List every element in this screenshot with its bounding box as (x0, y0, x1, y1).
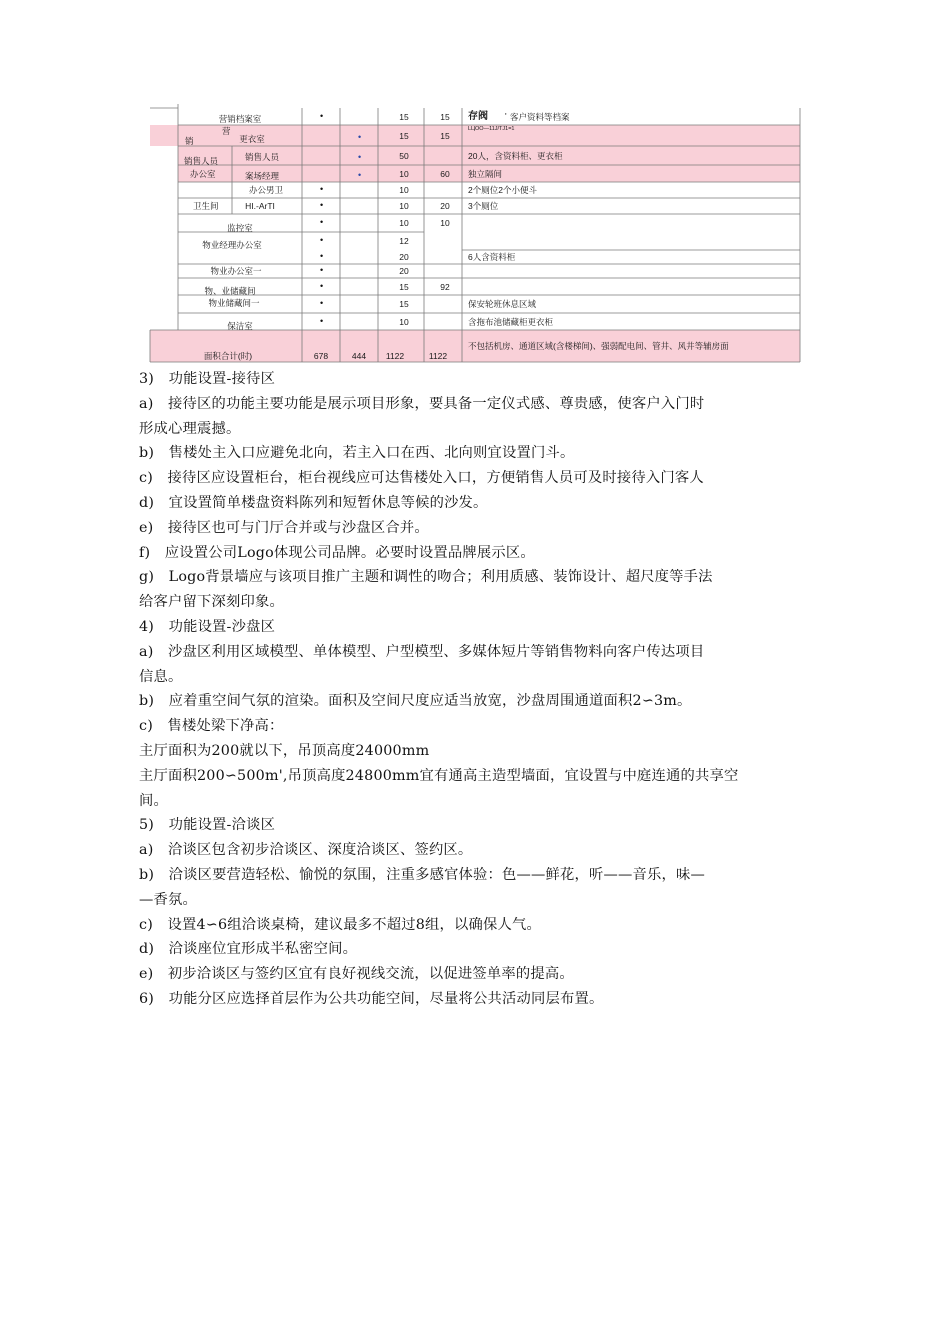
check-mark: • (358, 131, 362, 142)
paragraph-line: e) 接待区也可与门厅合并或与沙盘区合并。 (139, 519, 429, 536)
row-name: 物、业储藏间 (204, 285, 256, 296)
check-mark: • (320, 251, 324, 261)
group-label-xiao: 销 (185, 136, 194, 146)
row-name: 监控室 (227, 223, 253, 233)
paragraph-line: d) 洽谈座位宜形成半私密空间。 (139, 941, 358, 958)
check-mark: • (320, 200, 324, 210)
paragraph-line: —香氛。 (139, 891, 197, 908)
group-label: 办公室 (190, 169, 216, 179)
area-value: 15 (399, 130, 409, 141)
row-name: 物业办公室一 (210, 266, 262, 276)
paragraph-line: b) 洽谈区要营造轻松、愉悦的氛围，注重多感官体验：色——鲜花，听——音乐，味— (139, 866, 706, 883)
check-mark: • (320, 110, 324, 121)
table-grid (0, 0, 950, 365)
area-value: 20 (399, 252, 409, 262)
row-name: 保洁室 (227, 320, 253, 331)
paragraph-line: 5) 功能设置-洽谈区 (139, 817, 276, 834)
subtotal-value: 92 (440, 281, 450, 292)
paragraph-line: g) Logo背景墙应与该项目推广主题和调性的吻合；利用质感、装饰设计、超尺度等手法 (139, 569, 713, 586)
remark-prefix: 存阀 (468, 110, 488, 122)
row-remark: 客户资料等档案 (510, 111, 570, 122)
area-value: 12 (399, 236, 409, 246)
area-value: 10 (399, 168, 409, 179)
row-name: 物业储藏间一 (208, 298, 260, 308)
area-value: 15 (399, 111, 409, 122)
paragraph-line: b) 售楼处主入口应避免北向，若主入口在西、北向则宜设置门斗。 (139, 445, 575, 462)
total-value: 678 (313, 351, 329, 361)
paragraph-line: 主厅面积200∽500m',吊顶高度24800mm宜有通高主造型墙面，宜设置与中庭连通的共享空 (139, 767, 739, 784)
area-value: 10 (399, 185, 409, 195)
area-value: 15 (399, 299, 409, 309)
row-remark: 独立隔间 (468, 168, 503, 179)
check-mark: • (320, 235, 324, 245)
total-remark: 不包括机房、通道区域(含楼梯间)、强弱配电间、管井、风井等辅房面 (468, 341, 729, 351)
remark-mark: ' (505, 110, 507, 121)
row-remark: 3个厕位 (468, 201, 499, 211)
paragraph-line: 3) 功能设置-接待区 (139, 371, 276, 387)
paragraph-line: f) 应设置公司Logo体现公司品牌。必要时设置品牌展示区。 (139, 544, 535, 561)
row-name: 营销档案室 (218, 113, 262, 124)
subtotal-value: 15 (440, 130, 450, 141)
paragraph-line: 形成心理震撼。 (139, 420, 241, 437)
area-value: 10 (399, 201, 409, 211)
paragraph-line: a) 洽谈区包含初步洽谈区、深度洽谈区、签约区。 (139, 842, 473, 859)
row-remark: 2个厕位2个小便斗 (468, 185, 537, 195)
total-value: 1122 (428, 351, 448, 361)
paragraph-line: 4) 功能设置-沙盘区 (139, 618, 276, 635)
check-mark: • (358, 151, 362, 162)
check-mark: • (320, 217, 324, 227)
total-value: 1122 (385, 351, 405, 361)
group-label: 销售人员 (184, 156, 219, 166)
row-name: 销售人员 (244, 151, 280, 162)
remark-small: LЦОО—11J/TJ1=1 (468, 126, 515, 132)
group-label-ying: 营 (222, 126, 231, 136)
paragraph-line: 间。 (139, 792, 168, 809)
area-value: 15 (399, 281, 409, 292)
area-value: 10 (399, 218, 409, 228)
paragraph-line: 主厅面积为200就以下，吊顶高度24000mm (139, 742, 430, 759)
row-remark: 保安轮班休息区域 (468, 299, 537, 309)
check-mark: • (320, 298, 324, 308)
area-value: 50 (399, 150, 409, 161)
row-name: 案场经理 (244, 170, 280, 181)
group-label: 卫生间 (193, 201, 219, 211)
paragraph-line: c) 接待区应设置柜台，柜台视线应可达售楼处入口，方便销售人员可及时接待入门客人 (139, 470, 704, 487)
check-mark: • (320, 265, 324, 275)
row-remark: 6人含资料柜 (468, 252, 516, 262)
check-mark: • (320, 184, 324, 194)
row-remark: 含拖布池储藏柜更衣柜 (468, 316, 554, 327)
check-mark: • (320, 280, 324, 291)
subtotal-value: 20 (440, 201, 450, 211)
paragraph-line: 给客户留下深刻印象。 (139, 594, 284, 611)
check-mark: • (320, 315, 324, 326)
check-mark: • (358, 169, 362, 180)
paragraph-line: b) 应着重空间气氛的渲染。面积及空间尺度应适当放宽，沙盘周围通道面积2∽3m。 (139, 693, 692, 710)
paragraph-line: 6) 功能分区应选择首层作为公共功能空间，尽量将公共活动同层布置。 (139, 990, 604, 1007)
area-table (0, 0, 950, 365)
subtotal-value: 10 (440, 218, 450, 228)
paragraph-line: d) 宜设置简单楼盘资料陈列和短暂休息等候的沙发。 (139, 494, 488, 511)
row-name: 办公男卫 (248, 185, 284, 195)
paragraph-line: c) 售楼处梁下净高： (139, 718, 284, 735)
row-name: HI.-ArTI (245, 201, 275, 211)
document-body (139, 367, 811, 1012)
paragraph-line: e) 初步洽谈区与签约区宜有良好视线交流，以促进签单率的提高。 (139, 966, 574, 983)
subtotal-value: 60 (440, 168, 450, 179)
paragraph-line: a) 沙盘区利用区域模型、单体模型、户型模型、多媒体短片等销售物料向客户传达项目 (139, 643, 705, 660)
row-name: 更衣室 (239, 133, 265, 144)
row-remark: 20人，含资料柜、更衣柜 (468, 150, 563, 161)
paragraph-line: c) 设置4∽6组洽谈桌椅，建议最多不超过8组，以确保人气。 (139, 916, 541, 933)
area-value: 10 (399, 316, 409, 327)
total-label: 面积合计(时) (203, 351, 253, 361)
area-value: 20 (399, 266, 409, 276)
subtotal-value: 15 (440, 111, 450, 122)
row-name: 物业经理办公室 (202, 240, 262, 250)
paragraph-line: 信息。 (139, 668, 183, 685)
paragraph-line: a) 接待区的功能主要功能是展示项目形象，要具备一定仪式感、尊贵感，使客户入门时 (139, 395, 705, 412)
total-value: 444 (351, 351, 367, 361)
